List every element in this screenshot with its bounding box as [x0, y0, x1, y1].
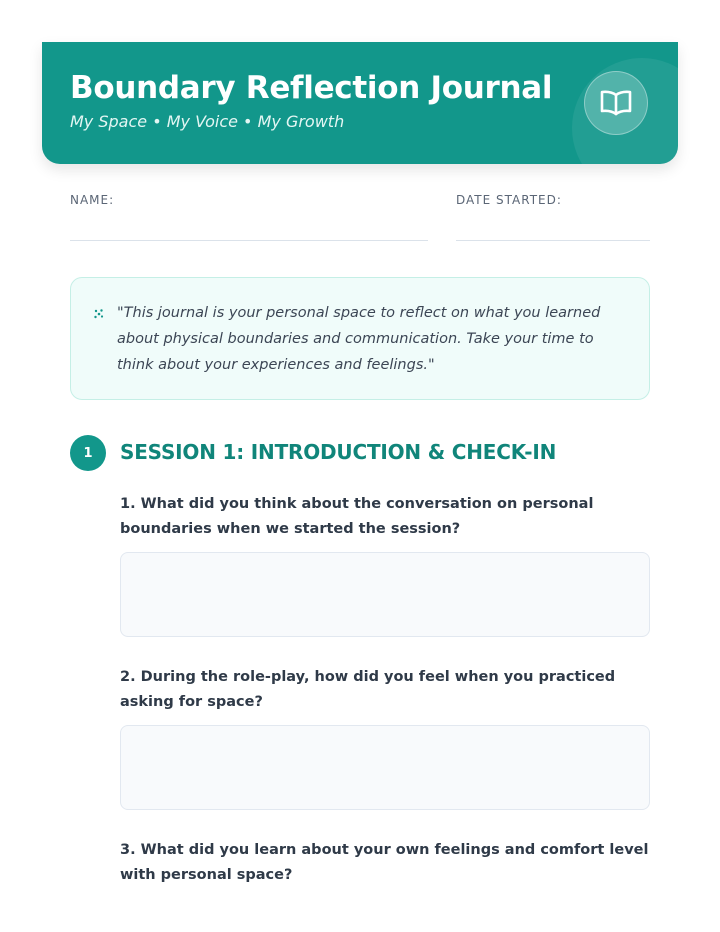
session-title: SESSION 1: INTRODUCTION & CHECK-IN — [120, 440, 557, 464]
date-started-field[interactable] — [456, 240, 650, 241]
question-2: 2. During the role-play, how did you feel when you practiced asking for space? — [120, 669, 616, 710]
answer-box-2[interactable] — [120, 725, 650, 810]
page-subtitle: My Space • My Voice • My Growth — [70, 112, 345, 131]
question-1: 1. What did you think about the conversation on personal boundaries when we started the session? — [120, 496, 594, 537]
name-label: NAME: — [70, 193, 115, 207]
date-started-label: DATE STARTED: — [456, 193, 562, 207]
intro-quote-text: "This journal is your personal space to reflect on what you learned about physical boundaries and communication. Take your time to think about your experiences and feelings." — [117, 305, 601, 373]
page-title: Boundary Reflection Journal — [70, 70, 553, 106]
journal-header — [42, 42, 678, 164]
answer-box-1[interactable] — [120, 552, 650, 637]
session-number-badge: 1 — [70, 435, 106, 471]
name-field[interactable] — [70, 240, 428, 241]
intro-quote-box — [70, 277, 650, 400]
book-open-icon — [584, 71, 648, 135]
sparkle-icon — [93, 308, 105, 320]
question-3: 3. What did you learn about your own feelings and comfort level with personal space? — [120, 842, 649, 883]
